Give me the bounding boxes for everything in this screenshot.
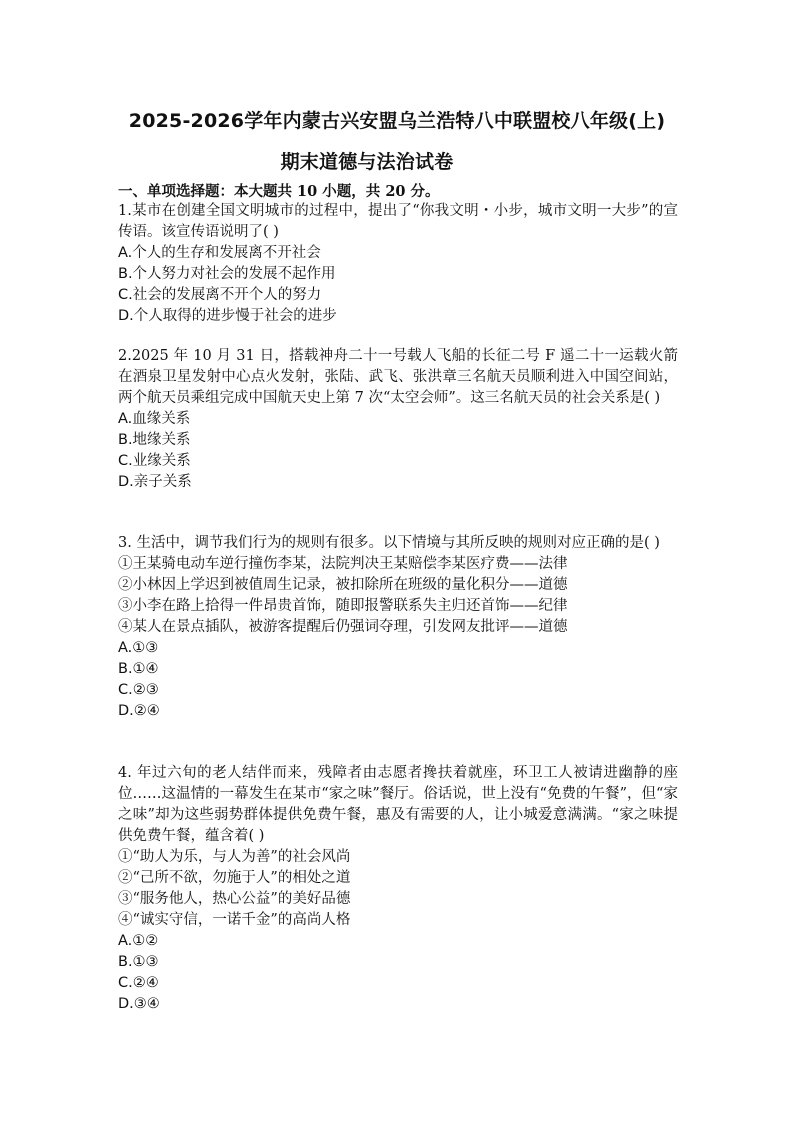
exam-title-line-2: 期末道德与法治试卷 <box>280 151 454 173</box>
option-b: B.个人努力对社会的发展不起作用 <box>118 266 336 282</box>
option-c: C.社会的发展离不开个人的努力 <box>118 287 322 303</box>
option-a: A.个人的生存和发展离不开社会 <box>118 245 321 261</box>
question-stem: 4. 年过六旬的老人结伴而来，残障者由志愿者搀扶着就座，环卫工人被请进幽静的座位……这温情的一幕发生在某市“家之味”餐厅。俗话说，世上没有“免费的午餐”，但“家之味”却为这些弱势群体提供免费午餐，惠及有需要的人，让小城爱意满满。“家之味提供免费午餐，蕴含着( ) <box>118 765 678 844</box>
question-1 <box>118 201 678 327</box>
option-a: A.①③ <box>118 640 159 656</box>
option-d: D.③④ <box>118 996 160 1012</box>
option-b: B.地缘关系 <box>118 432 191 448</box>
question-stem: 3. 生活中，调节我们行为的规则有很多。以下情境与其所反映的规则对应正确的是( ) <box>118 535 660 551</box>
question-stem: 2.2025 年 10 月 31 日，搭载神舟二十一号载人飞船的长征二号 F 遥二十一运载火箭在酒泉卫星发射中心点火发射，张陆、武飞、张洪章三名航天员顺利进入中国空间站，两个航天员乘组完成中国航天史上第 7 次“太空会师”。这三名航天员的社会关系是( ) <box>118 348 678 406</box>
question-stem: 1.某市在创建全国文明城市的过程中，提出了“你我文明・小步，城市文明一大步”的宣传语。该宣传语说明了( ) <box>118 203 678 240</box>
exam-title-line-1: 2025-2026学年内蒙古兴安盟乌兰浩特八中联盟校八年级(上) <box>128 110 666 132</box>
question-3 <box>118 533 678 722</box>
option-c: C.②③ <box>118 682 159 698</box>
option-b: B.①④ <box>118 661 159 677</box>
statement-item-2: ②小林因上学迟到被值周生记录，被扣除所在班级的量化积分——道德 <box>118 577 568 593</box>
statement-item-3: ③“服务他人，热心公益”的美好品德 <box>118 891 351 907</box>
option-c: C.②④ <box>118 975 159 991</box>
option-a: A.血缘关系 <box>118 411 191 427</box>
option-d: D.个人取得的进步慢于社会的进步 <box>118 308 337 324</box>
statement-item-1: ①王某骑电动车逆行撞伤李某，法院判决王某赔偿李某医疗费——法律 <box>118 556 568 572</box>
option-b: B.①③ <box>118 954 159 970</box>
statement-item-1: ①“助人为乐，与人为善”的社会风尚 <box>118 849 351 865</box>
option-d: D.亲子关系 <box>118 474 192 490</box>
statement-item-4: ④某人在景点插队，被游客提醒后仍强词夺理，引发网友批评——道德 <box>118 619 568 635</box>
section-heading: 一、单项选择题：本大题共 10 小题，共 20 分。 <box>118 183 440 200</box>
option-d: D.②④ <box>118 703 160 719</box>
question-2 <box>118 346 678 493</box>
question-4 <box>118 763 678 1015</box>
statement-item-4: ④“诚实守信，一诺千金”的高尚人格 <box>118 912 351 928</box>
option-a: A.①② <box>118 933 159 949</box>
statement-item-3: ③小李在路上拾得一件昂贵首饰，随即报警联系失主归还首饰——纪律 <box>118 598 568 614</box>
option-c: C.业缘关系 <box>118 453 191 469</box>
statement-item-2: ②“己所不欲，勿施于人”的相处之道 <box>118 870 351 886</box>
